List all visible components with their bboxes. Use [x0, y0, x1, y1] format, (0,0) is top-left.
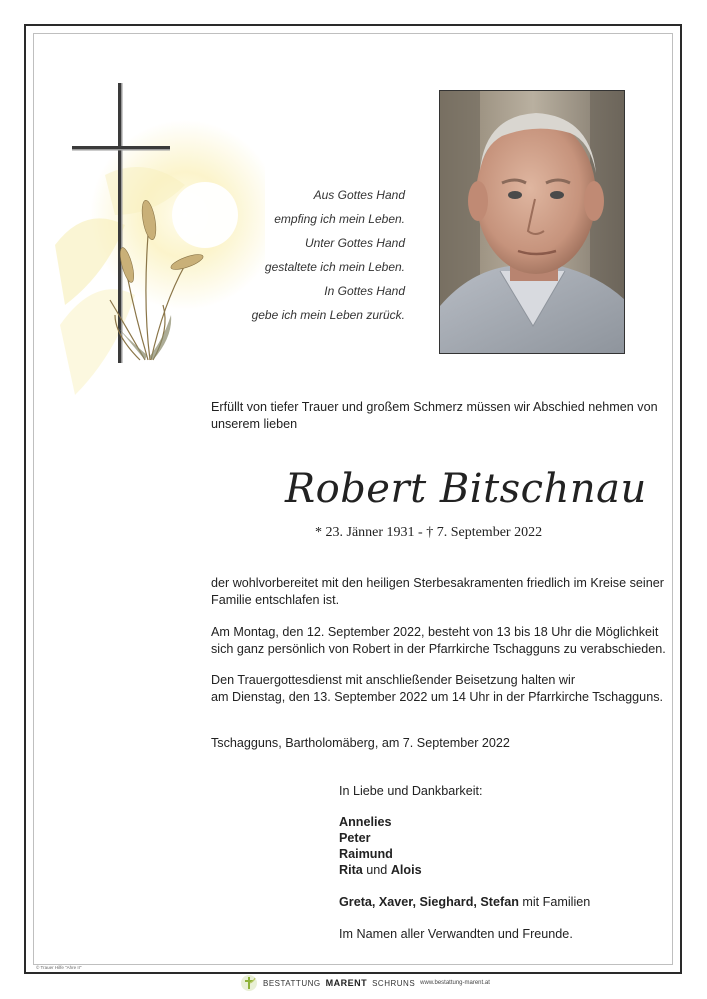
poem-line: In Gottes Hand — [324, 284, 405, 298]
mourner-couple — [339, 862, 590, 878]
life-dates: * 23. Jänner 1931 - † 7. September 2022 — [315, 525, 543, 540]
poem-line: gestaltete ich mein Leben. — [264, 260, 405, 274]
closing-line: Im Namen aller Verwandten und Freunde. — [339, 927, 573, 941]
conjunction: und — [362, 863, 391, 877]
mourner-name: Alois — [390, 863, 422, 877]
families-suffix: mit Familien — [518, 895, 591, 909]
mourners-block — [339, 784, 590, 942]
deceased-name: Robert Bitschnau — [285, 466, 647, 512]
footer — [240, 973, 490, 993]
portrait-photo — [439, 90, 625, 354]
farewell-paragraph: Am Montag, den 12. September 2022, besteht von 13 bis 18 Uhr die Möglichkeit sich ganz persönlich von Robert in der Pfarrkirche Tschagguns zu verabschieden. — [211, 625, 666, 656]
footer-brand-place: SCHRUNS — [372, 978, 416, 988]
mourner-name: Raimund — [339, 847, 393, 861]
portrait-image — [440, 91, 625, 354]
poem-line: Unter Gottes Hand — [304, 236, 405, 250]
poem — [215, 183, 405, 327]
grandchildren-line — [339, 894, 590, 910]
footer-website: www.bestattung-marent.at — [420, 980, 490, 986]
footer-brand-prefix: BESTATTUNG — [263, 978, 321, 988]
poem-line: empfing ich mein Leben. — [274, 212, 405, 226]
funeral-home-logo-icon — [240, 974, 258, 992]
mourner-name: Annelies — [339, 815, 392, 829]
footer-brand-name: MARENT — [325, 978, 368, 988]
funeral-service-line: am Dienstag, den 13. September 2022 um 14 Uhr in der Pfarrkirche Tschagguns. — [211, 689, 663, 704]
grandchildren-names: Greta, Xaver, Sieghard, Stefan — [339, 895, 519, 909]
copyright-note: © Trauer Hilfe "Ahre II" — [36, 965, 82, 970]
funeral-service-paragraph — [211, 672, 681, 705]
thanks-line: In Liebe und Dankbarkeit: — [339, 784, 483, 798]
mourner-name: Peter — [339, 831, 371, 845]
mourner-name: Rita — [339, 863, 363, 877]
poem-line: gebe ich mein Leben zurück. — [251, 308, 405, 322]
passing-paragraph: der wohlvorbereitet mit den heiligen Sterbesakramenten friedlich im Kreise seiner Familie entschlafen ist. — [211, 576, 664, 607]
poem-line: Aus Gottes Hand — [313, 188, 405, 202]
intro-text: Erfüllt von tiefer Trauer und großem Schmerz müssen wir Abschied nehmen von unserem lieben — [211, 400, 658, 431]
place-date: Tschagguns, Bartholomäberg, am 7. September 2022 — [211, 736, 510, 750]
funeral-service-line: Den Trauergottesdienst mit anschließender Beisetzung halten wir — [211, 673, 576, 687]
